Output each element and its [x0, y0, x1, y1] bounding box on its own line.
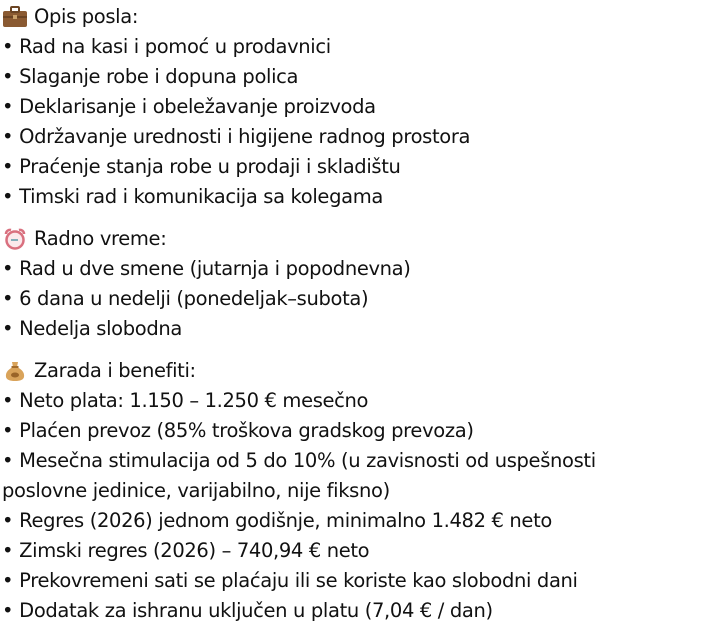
list-item-text: Rad na kasi i pomoć u prodavnici	[19, 35, 331, 58]
bullet: •	[2, 569, 14, 592]
bullet: •	[2, 419, 14, 442]
bullet: •	[2, 65, 14, 88]
list-item	[2, 92, 714, 122]
list-item-text: Neto plata: 1.150 – 1.250 € mesečno	[19, 389, 369, 412]
list-item-text: Regres (2026) jednom godišnje, minimalno 1.482 € neto	[19, 509, 552, 532]
list-item-text: Slaganje robe i dopuna polica	[19, 65, 299, 88]
list-item-text: Rad u dve smene (jutarnja i popodnevna)	[19, 257, 411, 280]
section-heading-text: Radno vreme:	[34, 227, 167, 250]
bullet: •	[2, 317, 14, 340]
list-item	[2, 314, 714, 344]
section-spacer	[2, 344, 714, 356]
bullet: •	[2, 95, 14, 118]
bullet: •	[2, 599, 14, 622]
list-item	[2, 566, 714, 596]
list-item-text: Praćenje stanja robe u prodaji i skladištu	[19, 155, 401, 178]
list-item	[2, 416, 714, 446]
section-heading-job-description	[2, 2, 714, 32]
list-item	[2, 596, 714, 626]
section-spacer	[2, 212, 714, 224]
bullet: •	[2, 155, 14, 178]
briefcase-icon	[2, 6, 28, 28]
bullet: •	[2, 125, 14, 148]
list-item	[2, 152, 714, 182]
list-item	[2, 536, 714, 566]
list-item-text: Mesečna stimulacija od 5 do 10% (u zavisnosti od uspešnosti poslovne jedinice, varijabilno, nije fiksno)	[2, 449, 596, 502]
list-item	[2, 386, 714, 416]
list-item-text: Timski rad i komunikacija sa kolegama	[19, 185, 383, 208]
list-item-text: 6 dana u nedelji (ponedeljak–subota)	[19, 287, 369, 310]
list-item-text: Dodatak za ishranu uključen u platu (7,04 € / dan)	[19, 599, 493, 622]
list-item	[2, 284, 714, 314]
section-heading-salary-benefits	[2, 356, 714, 386]
list-item	[2, 254, 714, 284]
bullet: •	[2, 389, 14, 412]
bullet: •	[2, 257, 14, 280]
list-item	[2, 32, 714, 62]
list-item-text: Deklarisanje i obeležavanje proizvoda	[19, 95, 376, 118]
list-item-text: Plaćen prevoz (85% troškova gradskog prevoza)	[19, 419, 474, 442]
bullet: •	[2, 35, 14, 58]
bullet: •	[2, 539, 14, 562]
bullet: •	[2, 185, 14, 208]
section-heading-working-hours	[2, 224, 714, 254]
money-bag-icon	[2, 360, 28, 382]
list-item-text: Prekovremeni sati se plaćaju ili se koriste kao slobodni dani	[19, 569, 578, 592]
section-heading-text: Opis posla:	[34, 5, 139, 28]
section-heading-text: Zarada i benefiti:	[34, 359, 196, 382]
list-item	[2, 122, 714, 152]
list-item	[2, 446, 642, 506]
list-item	[2, 62, 714, 92]
bullet: •	[2, 449, 14, 472]
alarm-clock-icon	[2, 228, 28, 250]
list-item-text: Nedelja slobodna	[19, 317, 183, 340]
bullet: •	[2, 509, 14, 532]
bullet: •	[2, 287, 14, 310]
list-item	[2, 506, 714, 536]
list-item-text: Zimski regres (2026) – 740,94 € neto	[19, 539, 370, 562]
list-item-text: Održavanje urednosti i higijene radnog prostora	[19, 125, 471, 148]
list-item	[2, 182, 714, 212]
